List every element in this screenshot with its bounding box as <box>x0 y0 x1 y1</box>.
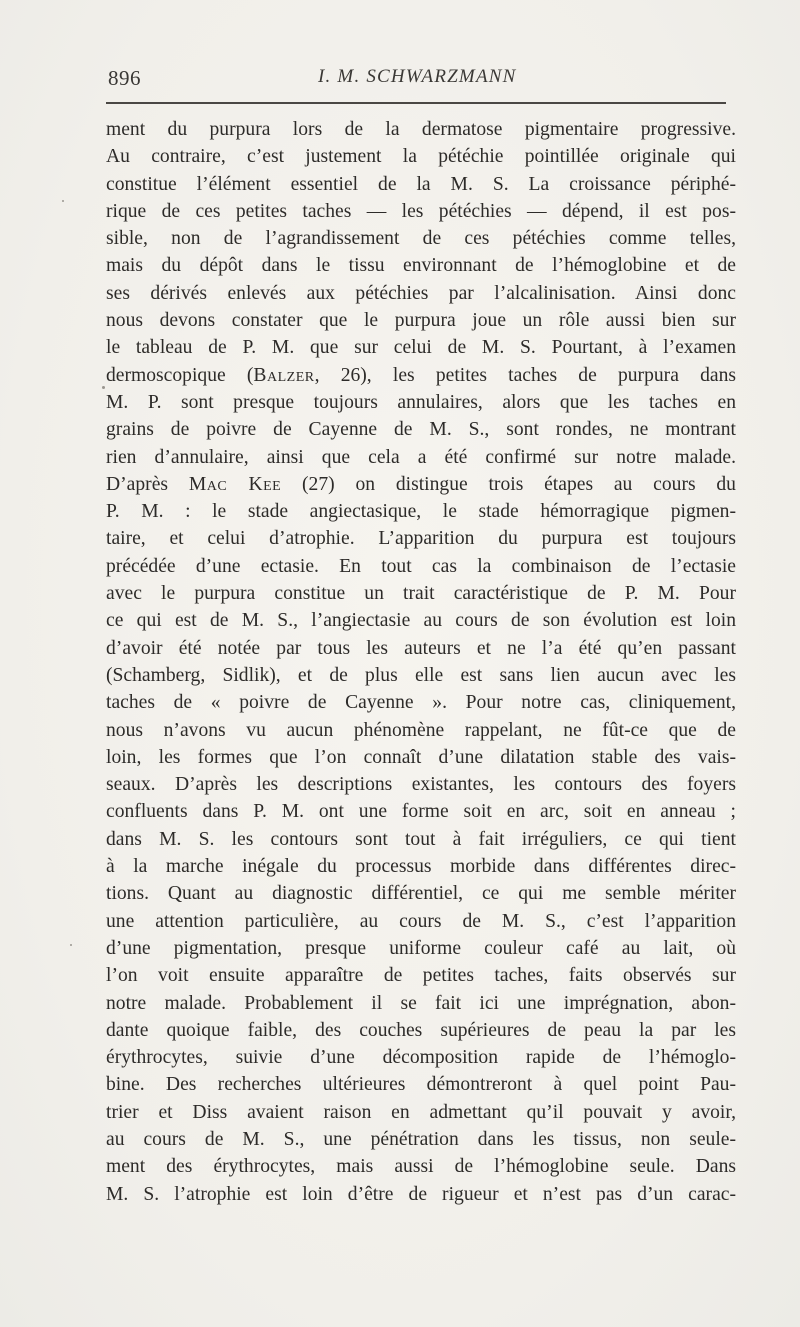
text-line: (Schamberg, Sidlik), et de plus elle est sans lien aucun avec les <box>106 664 736 686</box>
body-text <box>106 116 736 1208</box>
text-line <box>106 362 736 389</box>
text-line: taire, et celui d’atrophie. L’apparition du purpura est toujours <box>106 528 736 550</box>
text-line: ment des érythrocytes, mais aussi de l’hémoglobine seule. Dans <box>106 1156 736 1178</box>
author-name-smallcaps: Mac Kee <box>188 473 282 495</box>
text-line: dante quoique faible, des couches supérieures de peau la par les <box>106 1019 736 1041</box>
text-line: P. M. : le stade angiectasique, le stade hémorragique pigmen- <box>106 501 736 523</box>
text-line: grains de poivre de Cayenne de M. S., sont rondes, ne montrant <box>106 419 736 441</box>
text-line: loin, les formes que l’on connaît d’une dilatation stable des vais- <box>106 746 736 768</box>
text-line: ce qui est de M. S., l’angiectasie au cours de son évolution est loin <box>106 610 736 632</box>
text-line: ment du purpura lors de la dermatose pigmentaire progressive. <box>106 119 736 140</box>
text-line: d’avoir été notée par tous les auteurs et ne l’a été qu’en passant <box>106 637 736 659</box>
running-head: I. M. SCHWARZMANN <box>318 66 517 87</box>
text-line: avec le purpura constitue un trait caractéristique de P. M. Pour <box>106 583 736 605</box>
text-line: confluents dans P. M. ont une forme soit en arc, soit en anneau ; <box>106 801 736 823</box>
text-line: le tableau de P. M. que sur celui de M. S. Pourtant, à l’examen <box>106 337 736 359</box>
text-segment: dermoscopique ( <box>106 364 254 386</box>
text-line: nous n’avons vu aucun phénomène rappelant, ne fût-ce que de <box>106 719 736 741</box>
page-number: 896 <box>108 66 141 90</box>
header-rule <box>106 102 726 104</box>
text-line: constitue l’élément essentiel de la M. S. La croissance périphé- <box>106 173 736 195</box>
text-line: au cours de M. S., une pénétration dans les tissus, non seule- <box>106 1128 736 1150</box>
text-line: mais du dépôt dans le tissu environnant de l’hémoglobine et de <box>106 255 736 277</box>
text-line: M. S. l’atrophie est loin d’être de rigueur et n’est pas d’un carac- <box>106 1183 736 1205</box>
text-line: bine. Des recherches ultérieures démontreront à quel point Pau- <box>106 1074 736 1096</box>
text-line: l’on voit ensuite apparaître de petites taches, faits observés sur <box>106 965 736 987</box>
text-line: trier et Diss avaient raison en admettant qu’il pouvait y avoir, <box>106 1101 736 1123</box>
text-line: à la marche inégale du processus morbide dans différentes direc- <box>106 856 736 878</box>
text-line: tions. Quant au diagnostic différentiel, ce qui me semble mériter <box>106 883 736 905</box>
text-line: M. P. sont presque toujours annulaires, alors que les taches en <box>106 391 736 413</box>
text-line: nous devons constater que le purpura joue un rôle aussi bien sur <box>106 310 736 332</box>
text-line: rique de ces petites taches — les pétéchies — dépend, il est pos- <box>106 200 736 222</box>
text-line: précédée d’une ectasie. En tout cas la combinaison de l’ectasie <box>106 555 736 577</box>
text-line: rien d’annulaire, ainsi que cela a été confirmé sur notre malade. <box>106 446 736 468</box>
text-line <box>106 471 736 498</box>
paper-speck <box>70 944 72 946</box>
text-line: d’une pigmentation, presque uniforme couleur café au lait, où <box>106 937 736 959</box>
text-line: sible, non de l’agrandissement de ces pétéchies comme telles, <box>106 228 736 250</box>
text-segment: , 26), les petites taches de purpura dans <box>314 364 736 386</box>
paper-speck <box>62 200 64 202</box>
text-line: seaux. D’après les descriptions existantes, les contours des foyers <box>106 774 736 796</box>
text-line: ses dérivés enlevés aux pétéchies par l’alcalinisation. Ainsi donc <box>106 282 736 304</box>
text-line: Au contraire, c’est justement la pétéchie pointillée originale qui <box>106 146 736 168</box>
text-line: dans M. S. les contours sont tout à fait irréguliers, ce qui tient <box>106 828 736 850</box>
text-line: une attention particulière, au cours de M. S., c’est l’apparition <box>106 910 736 932</box>
text-line: taches de « poivre de Cayenne ». Pour notre cas, cliniquement, <box>106 692 736 714</box>
text-segment: D’après <box>106 473 189 495</box>
text-segment: (27) on distingue trois étapes au cours du <box>281 473 736 495</box>
paper-speck <box>102 386 105 389</box>
text-line: notre malade. Probablement il se fait ici une imprégnation, abon- <box>106 992 736 1014</box>
page-header <box>108 66 732 100</box>
text-line: érythrocytes, suivie d’une décomposition rapide de l’hémoglo- <box>106 1047 736 1069</box>
author-name-smallcaps: Balzer <box>253 364 315 386</box>
